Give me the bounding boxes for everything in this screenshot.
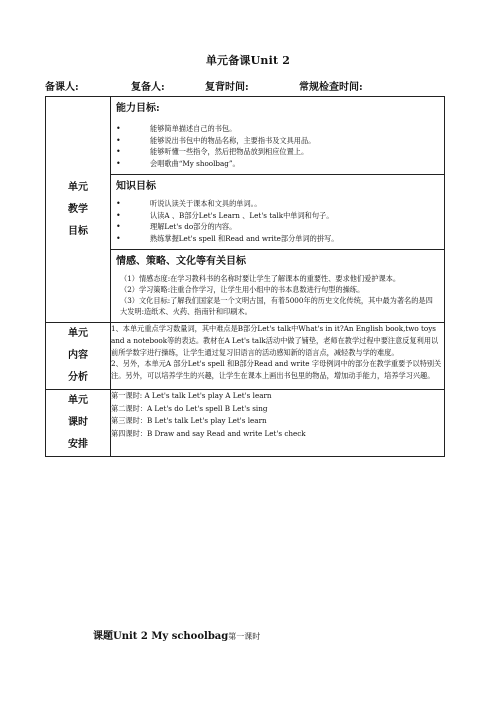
list-item: • 听说认读关于课本和文具的单词。。: [116, 198, 440, 210]
preparer-label: 备课人:: [45, 82, 79, 93]
list-item: • 理解Let's do部分的内容。: [116, 221, 440, 233]
emotion-paragraph: （3）文化目标:了解我们国家是一个文明古国，有着5000年的历史文化传统，其中最为著名的是四大发明:造纸术、火药、指南针和印刷术。: [120, 296, 433, 316]
co-preparer-label: 复备人:: [131, 82, 165, 93]
emotion-section: [111, 249, 444, 322]
goals-label: [46, 97, 111, 323]
schedule-label: [46, 390, 111, 457]
schedule-item: 第四课时：B Draw and say Read and write Let's check: [111, 428, 306, 438]
list-item: • 会唱歌曲“My shoolbag”。: [116, 158, 440, 170]
list-item: • 熟练掌握Let's spell 和Read and write部分单词的拼写。: [116, 233, 440, 245]
check-time-label: 常规检查时间:: [299, 82, 363, 93]
analysis-label: [46, 323, 111, 390]
schedule-row: [46, 390, 445, 457]
analysis-paragraph: 2、另外，本单元A 部分Let's spell 和B部分Read and write 字母例词中的部分在教学重要予以特别关注。另外，可以培养学生的兴趣，让学生在课本上画出书包里的物品，增加动手能力，培养学习兴趣。: [111, 359, 442, 381]
schedule-item: 第二课时：A Let's do Let's spell B Let's sing: [111, 403, 268, 413]
schedule-label-line-1: 单元: [68, 395, 88, 406]
goals-row: [46, 97, 445, 323]
list-item: • 认读A 、B部分Let's Learn 、Let's talk中单词和句子。: [116, 210, 440, 222]
emotion-paragraph: （2）学习策略:注重合作学习，让学生用小组中的书本息数进行句型的操练。: [120, 285, 365, 294]
lesson-title-main: Unit 2 My schoolbag: [113, 631, 229, 642]
list-item: • 能够简单描述自己的书包。: [116, 123, 440, 135]
ability-section: [111, 97, 444, 174]
list-item: • 能够说出书包中的物品名称，主要指书及文具用品。: [116, 135, 440, 147]
lesson-title: [93, 627, 260, 642]
list-item: • 能够听懂一些指令，然后把物品放到相应位置上。: [116, 146, 440, 158]
analysis-content: [111, 323, 445, 390]
goals-label-line-1: 单元: [68, 181, 88, 193]
analysis-label-line-1: 单元: [68, 328, 88, 339]
document-title: 单元备课Unit 2: [205, 54, 291, 67]
knowledge-heading: 知识目标: [116, 181, 156, 192]
analysis-label-line-2: 内容: [68, 350, 88, 361]
goals-label-line-3: 目标: [68, 225, 88, 237]
analysis-paragraph: 1、本单元重点学习数量词，其中难点是B部分Let's talk中What's in it?An English book,two toys and a notebook等的表达。教材在A Let's talk活动中做了铺垫，老师在教学过程中要注意反复利用以前所学数字进行操练，让学生通过复习旧语言的活动感知新的语言点，减轻教与学的难度。: [111, 324, 439, 357]
ability-heading: 能力目标:: [116, 103, 160, 114]
lesson-title-prefix: 课题: [93, 631, 113, 642]
goals-label-line-2: 教学: [68, 203, 88, 215]
analysis-row: [46, 323, 445, 390]
ability-list: [116, 123, 440, 169]
knowledge-list: [116, 198, 440, 244]
emotion-paragraphs: [116, 273, 440, 319]
emotion-paragraph: （1）情感态度:在学习教科书的名称时要让学生了解课本的重要性、要求他们爱护课本。: [120, 274, 401, 283]
knowledge-section: [111, 174, 444, 249]
schedule-item: 第一课时: A Let's talk Let's play A Let's learn: [111, 391, 272, 400]
emotion-heading: 情感、策略、文化等有关目标: [116, 256, 246, 267]
analysis-label-line-3: 分析: [68, 372, 88, 383]
schedule-label-line-3: 安排: [68, 439, 88, 450]
schedule-label-line-2: 课时: [68, 417, 88, 428]
unit-plan-table: [45, 96, 445, 457]
review-time-label: 复背时间:: [205, 82, 249, 93]
lesson-title-suffix: 第一课时: [228, 632, 261, 641]
schedule-content: [111, 390, 445, 457]
meta-row: [45, 78, 465, 92]
schedule-item: 第三课时：B Let's talk Let's play Let's learn: [111, 416, 267, 425]
goals-content: [111, 97, 445, 323]
